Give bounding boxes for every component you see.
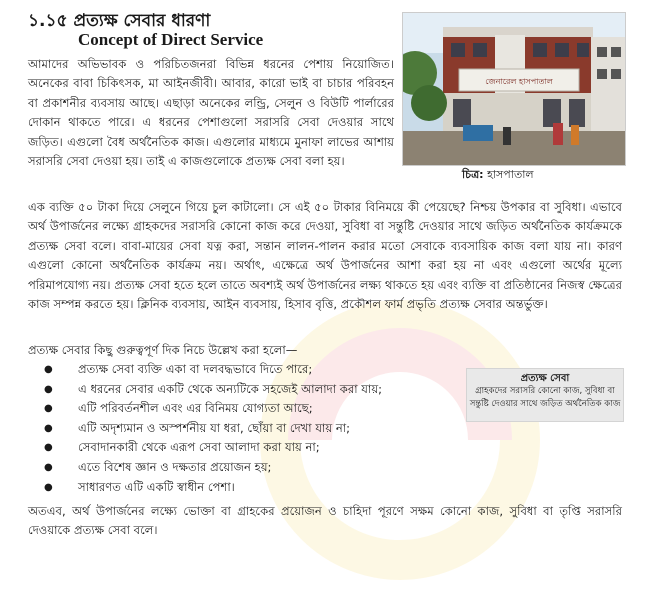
list-item: ● সাধারণত এটি একটি স্বাধীন পেশা।: [38, 478, 458, 498]
definition-text: গ্রাহকদের সরাসরি কোনো কাজ, সুবিধা বা সন্তুষ্টি দেওয়ার সাথে জড়িত অর্থনৈতিক কাজ: [469, 386, 621, 409]
paragraph-intro: আমাদের অভিভাবক ও পরিচিতজনরা বিভিন্ন ধরনের পেশায় নিয়োজিত। অনেকের বাবা চিকিৎসক, মা আইনজীবী। আবার, কারো ভাই বা চাচার পরিবহন বা প্রকাশনীর ব্যবসায় আছে। এছাড়া অনেকের লন্ড্রি, সেলুন ও বিউটি পার্লারের দোকান থাকতে পারে। এ ধরনের পেশাগুলো সরাসরি সেবা দেওয়ার সাথে জড়িত। এগুলো বৈধ অর্থনৈতিক কাজ। এগুলোর মাধ্যমে মুনাফা লাভের আশায় সরাসরি সেবা দেওয়া হয়। তাই এ কাজগুলোকে প্রত্যক্ষ সেবা বলা হয়।: [28, 57, 394, 169]
list-item: ● এ ধরনের সেবার একটি থেকে অন্যটিকে সহজেই আলাদা করা যায়;: [38, 380, 458, 400]
hospital-building-image: [403, 13, 625, 165]
caption-text: হাসপাতাল: [483, 168, 534, 181]
definition-title: প্রত্যক্ষ সেবা: [520, 373, 570, 384]
features-list: [38, 360, 458, 497]
paragraph-conclusion: অতএব, অর্থ উপার্জনের লক্ষ্যে ভোক্তা বা গ্রাহকের প্রয়োজন ও চাহিদা পূরণে সক্ষম কোনো কাজ, সুবিধা বা তৃপ্তি সরাসরি দেওয়াকে প্রত্যক্ষ সেবা বলে।: [28, 504, 622, 538]
list-intro: প্রত্যক্ষ সেবার কিছু গুরুত্বপূর্ণ দিক নিচে উল্লেখ করা হলো—: [28, 343, 298, 357]
caption-label: চিত্র:: [462, 168, 484, 181]
hospital-sign-text: জেনারেল হাসপাতাল: [485, 77, 553, 86]
list-item: ● এটি অদৃশ্যমান ও অস্পর্শনীয় যা ধরা, ছোঁয়া বা দেখা যায় না;: [38, 419, 458, 439]
photo-caption: [462, 166, 534, 185]
section-title: ১.১৫ প্রত্যক্ষ সেবার ধারণা: [28, 11, 211, 31]
section-english-title: Concept of Direct Service: [78, 30, 264, 49]
hospital-photo: [402, 12, 626, 166]
list-item: ● সেবাদানকারী থেকে এরূপ সেবা আলাদা করা যায় না;: [38, 438, 458, 458]
list-item: ● এটি পরিবর্তনশীল এবং এর বিনিময় যোগ্যতা আছে;: [38, 399, 458, 419]
definition-box: [466, 368, 624, 422]
list-item: ● প্রত্যক্ষ সেবা ব্যক্তি একা বা দলবদ্ধভাবে দিতে পারে;: [38, 360, 458, 380]
list-item: ● এতে বিশেষ জ্ঞান ও দক্ষতার প্রয়োজন হয়;: [38, 458, 458, 478]
paragraph-definition: এক ব্যক্তি ৫০ টাকা দিয়ে সেলুনে গিয়ে চুল কাটালো। সে এই ৫০ টাকার বিনিময়ে কী পেয়েছে? নিশ্চয় উপকার বা সুবিধা। এভাবে অর্থ উপার্জনের লক্ষ্যে গ্রাহকদের সরাসরি কোনো কাজ করে দেওয়া, সুবিধা বা সন্তুষ্টি দেওয়ার সাথে জড়িত অর্থনৈতিক কার্যক্রমকে প্রত্যক্ষ সেবা বলে। বাবা-মায়ের সেবা যত্ন করা, সন্তান লালন-পালন করার মতো সেবাকে ব্যবসায়িক কাজ বলা যায় না। কারণ এগুলো কোনো অর্থনৈতিক কার্যক্রম নয়। অর্থাৎ, এক্ষেত্রে অর্থ উপার্জনের আশা করা হয় না এবং এগুলো অর্থের মূল্যে পরিমাপযোগ্য নয়। প্রত্যক্ষ সেবা হতে হলে তাতে অবশ্যই অর্থ উপার্জনের লক্ষ্য থাকতে হয় এবং ব্যক্তি বা প্রতিষ্ঠানের নিজস্ব ক্ষেত্রের কাজ সম্পন্ন করতে হয়। ক্লিনিক ব্যবসায়, আইন ব্যবসায়, হিসাব বৃত্তি, প্রকৌশল ফার্ম প্রভৃতি প্রত্যক্ষ সেবার অন্তর্ভুক্ত।: [28, 200, 622, 312]
